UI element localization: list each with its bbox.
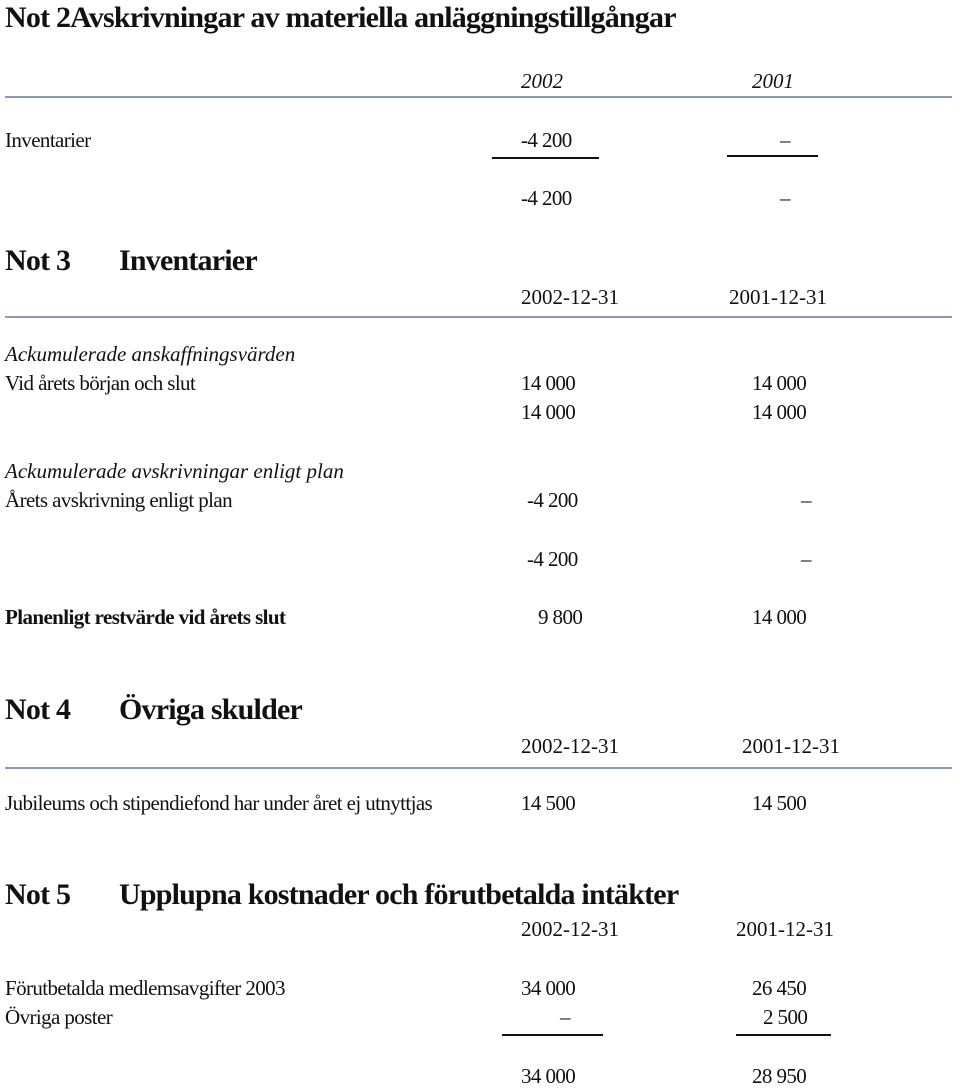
note5-total-2002: 34 000 xyxy=(521,1064,576,1088)
note3-section2-row-2001: – xyxy=(801,488,811,512)
note3-section2-row-2002: -4 200 xyxy=(527,488,578,512)
note5-number: Not 5 xyxy=(5,878,71,911)
note3-result-label: Planenligt restvärde vid årets slut xyxy=(5,605,286,629)
note4-header-rule xyxy=(5,767,952,769)
note2-title: Not 2Avskrivningar av materiella anläggningstillgångar xyxy=(5,1,676,34)
note2-total-2002: -4 200 xyxy=(521,186,572,210)
note2-row-value-2002: -4 200 xyxy=(521,128,572,152)
note5-date-2001: 2001-12-31 xyxy=(736,917,834,941)
note5-row1-2002: 34 000 xyxy=(521,976,576,1000)
note2-total-2001: – xyxy=(780,186,790,210)
note2-row-label: Inventarier xyxy=(5,128,91,152)
note5-row2-2002: – xyxy=(560,1005,570,1029)
note2-year-2002: 2002 xyxy=(521,69,563,93)
note4-row-2002: 14 500 xyxy=(521,791,576,815)
note5-row2-2001: 2 500 xyxy=(763,1005,808,1029)
note2-year-2001: 2001 xyxy=(752,69,794,93)
note5-row2-label: Övriga poster xyxy=(5,1005,113,1029)
note3-title: Inventarier xyxy=(119,244,257,277)
note2-underline-2001 xyxy=(727,155,818,157)
note3-section1-subtotal-2001: 14 000 xyxy=(752,400,807,424)
note5-title: Upplupna kostnader och förutbetalda intäkter xyxy=(119,878,679,911)
note5-row1-label: Förutbetalda medlemsavgifter 2003 xyxy=(5,976,285,1000)
note4-date-2001: 2001-12-31 xyxy=(742,734,840,758)
note2-row-value-2001: – xyxy=(780,128,790,152)
note3-section2-row-label: Årets avskrivning enligt plan xyxy=(5,488,232,512)
note3-section2-heading: Ackumulerade avskrivningar enligt plan xyxy=(5,459,344,483)
note3-result-2001: 14 000 xyxy=(752,605,807,629)
note3-section1-row-label: Vid årets början och slut xyxy=(5,371,196,395)
note3-date-2001: 2001-12-31 xyxy=(729,285,827,309)
note3-date-2002: 2002-12-31 xyxy=(521,285,619,309)
note3-section1-row-2001: 14 000 xyxy=(752,371,807,395)
note3-result-2002: 9 800 xyxy=(538,605,583,629)
note3-number: Not 3 xyxy=(5,244,71,277)
note2-underline-2002 xyxy=(492,157,599,159)
note5-date-2002: 2002-12-31 xyxy=(521,917,619,941)
note3-header-rule xyxy=(5,316,952,318)
note2-header-rule xyxy=(5,96,952,98)
note3-section1-row-2002: 14 000 xyxy=(521,371,576,395)
note5-row1-2001: 26 450 xyxy=(752,976,807,1000)
note5-total-2001: 28 950 xyxy=(752,1064,807,1088)
note5-underline-2002 xyxy=(502,1034,603,1036)
note3-section2-subtotal-2002: -4 200 xyxy=(527,547,578,571)
note3-section1-subtotal-2002: 14 000 xyxy=(521,400,576,424)
note3-section2-subtotal-2001: – xyxy=(801,547,811,571)
note4-date-2002: 2002-12-31 xyxy=(521,734,619,758)
note5-underline-2001 xyxy=(736,1034,831,1036)
note3-section1-heading: Ackumulerade anskaffningsvärden xyxy=(5,342,296,366)
note4-title: Övriga skulder xyxy=(119,693,302,726)
note4-row-2001: 14 500 xyxy=(752,791,807,815)
note4-row-label: Jubileums och stipendiefond har under året ej utnyttjas xyxy=(5,791,433,815)
note4-number: Not 4 xyxy=(5,693,71,726)
